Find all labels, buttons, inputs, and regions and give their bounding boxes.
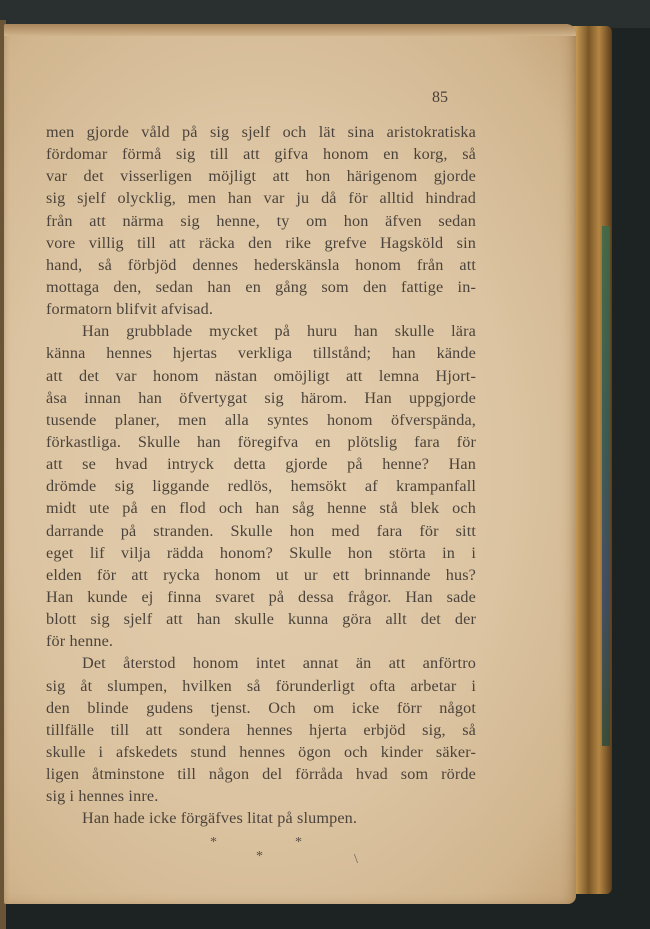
asterisk: *	[256, 849, 263, 864]
text-line: för henne.	[46, 632, 114, 651]
text-line: fördomar förmå sig till att gifva honom en korg, så	[46, 145, 476, 164]
text-line: tusende planer, men alla syntes honom öfverspända,	[46, 410, 476, 429]
text-line: blott sig sjelf att han skulle kunna göra allt det der	[46, 610, 476, 629]
text-line: att se hvad intryck detta gjorde på henne? Han	[46, 455, 476, 474]
text-line: den blinde gudens tjenst. Och om icke förr något	[46, 698, 476, 717]
text-line: darrande på stranden. Skulle hon med fara för sitt	[46, 521, 476, 540]
text-line: Han kunde ej finna svaret på dessa frågor. Han sade	[46, 587, 476, 606]
section-break	[200, 833, 320, 873]
text-line: var det visserligen möjligt att hon härigenom gjorde	[46, 167, 476, 186]
text-line: Han hade icke förgäfves litat på slumpen.	[82, 809, 358, 828]
text-line: eget lif vilja rädda honom? Skulle hon störta in i	[46, 543, 476, 562]
text-line: sig sjelf olycklig, men han var ju då för alltid hindrad	[46, 189, 476, 208]
text-line: Det återstod honom intet annat än att anförtro	[82, 654, 476, 673]
text-line: att det var honom nästan omöjligt att lemna Hjort-	[46, 366, 476, 385]
text-line: sig i hennes inre.	[46, 787, 159, 806]
text-line: åsa innan han öfvertygat sig härom. Han uppgjorde	[46, 388, 476, 407]
text-line: drömde sig liggande redlös, hemsökt af krampanfall	[46, 477, 476, 496]
page-top-shadow	[4, 24, 576, 36]
text-line: från att närma sig henne, ty om hon äfven sedan	[46, 211, 476, 230]
page-number: 85	[432, 89, 448, 106]
text-line: skulle i afskedets stund hennes ögon och kinder säker-	[46, 742, 476, 761]
text-line: hand, så förbjöd dennes hederskänsla honom från att	[46, 255, 476, 274]
text-line: sig åt slumpen, hvilken så förunderligt ofta arbetar i	[46, 676, 476, 695]
text-line: vore villig till att räcka den rike grefve Hagsköld sin	[46, 233, 476, 252]
asterisk: *	[295, 835, 302, 850]
body-text	[46, 121, 476, 830]
text-line: tillfälle till att sondera hennes hjerta erbjöd sig, så	[46, 720, 476, 739]
asterisk: *	[210, 835, 217, 850]
text-line: mottaga den, sedan han en gång som den fattige in-	[46, 277, 476, 296]
text-line: midt ute på en flod och han såg henne stå blek och	[46, 499, 476, 518]
text-line: men gjorde våld på sig sjelf och lät sina aristokratiska	[46, 123, 476, 141]
text-line: känna hennes hjertas verkliga tillstånd; han kände	[46, 344, 476, 363]
stray-mark: \	[354, 852, 358, 867]
text-line: Han grubblade mycket på huru han skulle lära	[82, 322, 476, 341]
text-line: ligen åtminstone till någon del förråda hvad som rörde	[46, 765, 476, 784]
text-line: formatorn blifvit afvisad.	[46, 300, 214, 319]
text-line: elden för att rycka honom ut ur ett brinnande hus?	[46, 565, 476, 584]
text-line: förkastliga. Skulle han föregifva en plötslig fara för	[46, 432, 476, 451]
